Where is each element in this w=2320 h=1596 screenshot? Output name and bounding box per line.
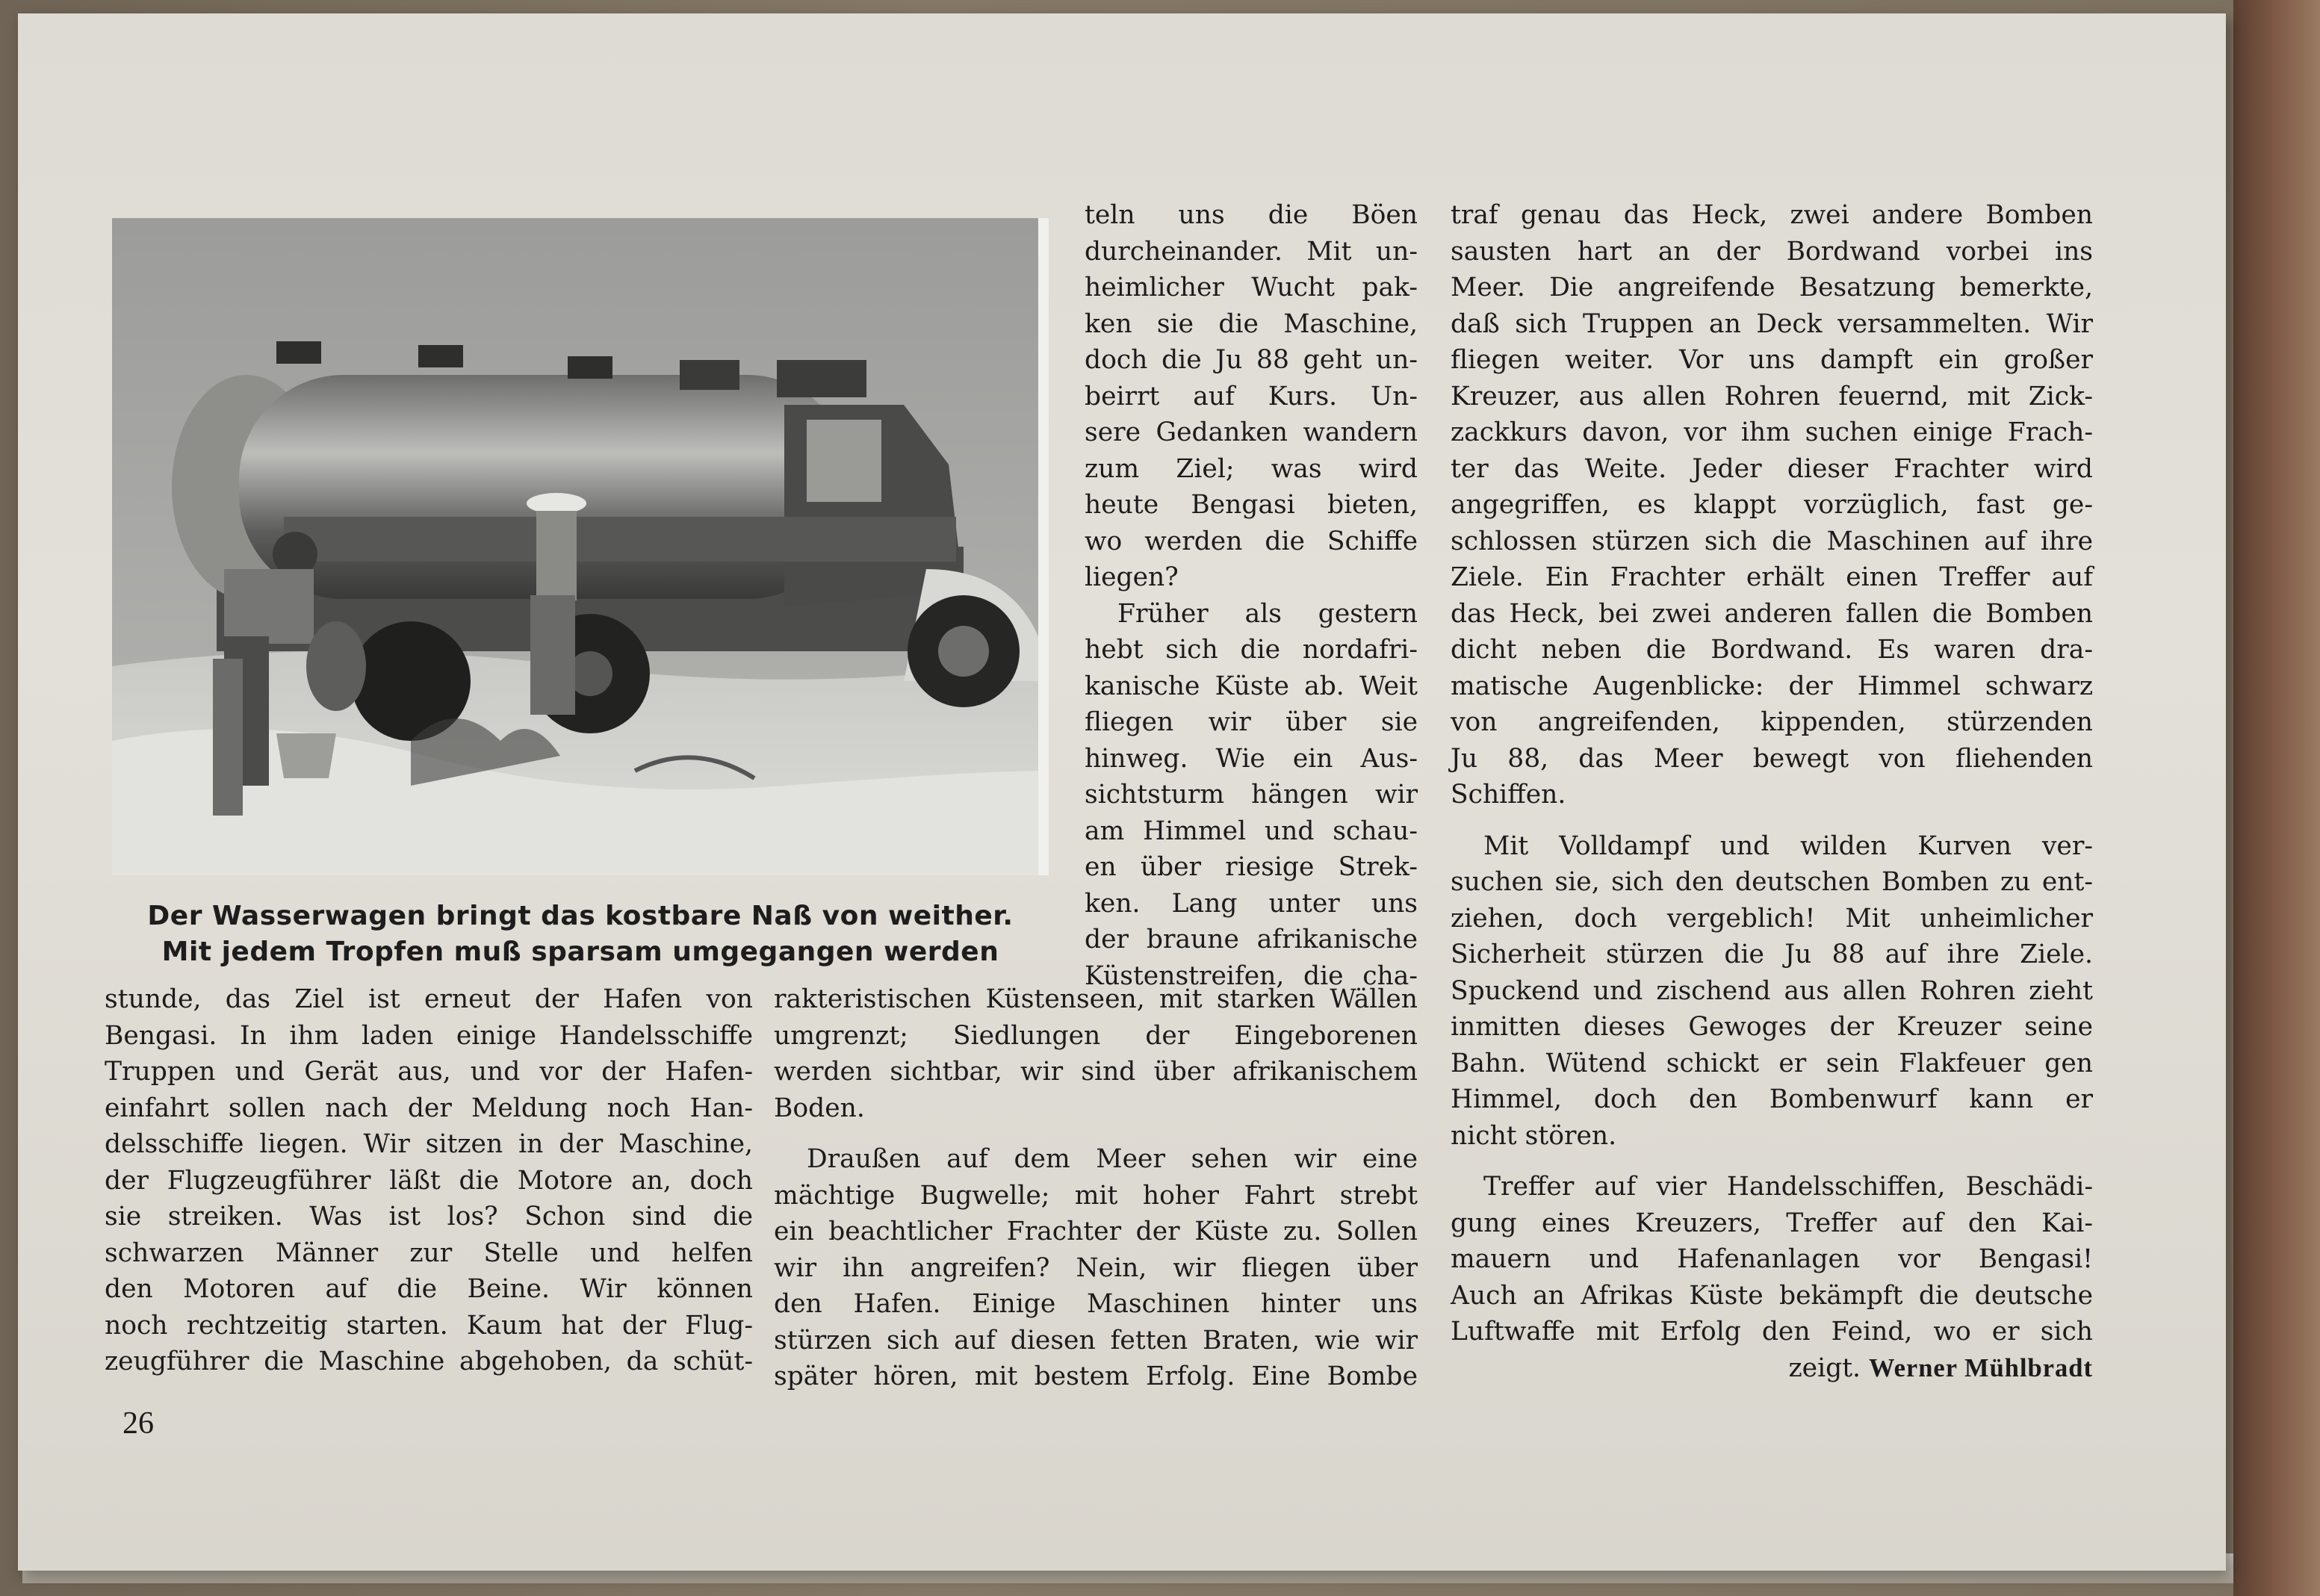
text-line: inmitten dieses Gewoges der Kreuzer seine [1451,1012,2093,1042]
text-line: einfahrt sollen nach der Meldung noch Han- [105,1093,753,1123]
text-line: suchen sie, sich den deutschen Bomben zu ent- [1451,867,2093,897]
column-middle-upper [1085,197,1418,994]
text-line: heute Bengasi bieten, [1085,490,1418,520]
text-line: Bahn. Wütend schickt er sein Flakfeuer gen [1451,1048,2093,1078]
text-line: das Heck, bei zwei anderen fallen die Bomben [1451,598,2093,629]
author-signature: Werner Mühlbradt [1869,1353,2093,1382]
text-line: ken. Lang unter uns [1085,888,1418,919]
text-line: sie streiken. Was ist los? Schon sind die [105,1202,753,1232]
text-line: liegen? [1085,562,1179,592]
text-line: den Hafen. Einige Maschinen hinter uns [774,1289,1418,1319]
text-line: später hören, mit bestem Erfolg. Eine Bombe [774,1361,1418,1391]
text-line: schwarzen Männer zur Stelle und helfen [105,1238,753,1268]
text-line: der Flugzeugführer läßt die Motore an, doch [105,1165,753,1196]
text-line: stürzen sich auf diesen fetten Braten, wie wir [774,1325,1418,1356]
text-line: stunde, das Ziel ist erneut der Hafen von [105,984,753,1014]
text-line: Bengasi. In ihm laden einige Handelsschiffe [105,1020,753,1051]
text-line: hinweg. Wie ein Aus- [1085,743,1418,774]
text-line: heimlicher Wucht pak- [1085,273,1418,302]
page-number: 26 [122,1406,154,1441]
closing-line [1451,1350,2093,1387]
text-line: der braune afrikanische [1085,925,1418,954]
text-line: Auch an Afrikas Küste bekämpft die deutsche [1451,1280,2093,1311]
text-line: Ziele. Ein Frachter erhält einen Treffer auf [1451,562,2093,592]
text-line: Ju 88, das Meer bewegt von fliehenden [1451,743,2093,774]
text-line: Schiffen. [1451,780,1566,810]
text-line: gung eines Kreuzers, Treffer auf den Kai- [1451,1208,2093,1238]
text-line: Spuckend und zischend aus allen Rohren zieht [1451,975,2093,1006]
column-middle-lower [774,981,1418,1395]
text-line: ter das Weite. Jeder dieser Frachter wird [1451,453,2093,484]
text-line: Treffer auf vier Handelsschiffen, Beschädi- [1483,1172,2093,1202]
text-line: Küstenstreifen, die cha- [1085,960,1418,991]
book-spine [2233,0,2320,1596]
text-line: teln uns die Böen [1085,200,1418,230]
closing-word: zeigt. [1788,1353,1861,1383]
text-line: ziehen, doch vergeblich! Mit unheimlicher [1451,903,2093,934]
text-line: sausten hart an der Bordwand vorbei ins [1451,236,2093,267]
text-line: kanische Küste ab. Weit [1085,671,1418,701]
photo-caption-line-1: Der Wasserwagen bringt das kostbare Naß von weither. [147,901,1014,931]
text-line: Meer. Die angreifende Besatzung bemerkte, [1451,273,2093,302]
text-line: Truppen und Gerät aus, und vor der Hafen- [105,1057,753,1087]
text-line: zackkurs davon, vor ihm suchen einige Frach- [1451,417,2093,447]
book-page [18,13,2226,1571]
text-line: sere Gedanken wandern [1085,417,1418,447]
text-line: ken sie die Maschine, [1085,308,1418,339]
water-truck-photo [112,218,1049,875]
text-line: Himmel, doch den Bombenwurf kann er [1451,1084,2093,1114]
text-line: umgrenzt; Siedlungen der Eingeborenen [774,1020,1418,1051]
text-line: wo werden die Schiffe [1085,526,1418,556]
text-line: noch rechtzeitig starten. Kaum hat der Flug- [105,1310,753,1341]
text-line: en über riesige Strek- [1085,852,1418,882]
text-line: mauern und Hafenanlagen vor Bengasi! [1451,1244,2093,1274]
text-line: sichtsturm hängen wir [1085,780,1418,810]
text-line: den Motoren auf die Beine. Wir können [105,1274,753,1304]
water-truck-illustration [112,218,1049,875]
column-left [105,981,753,1380]
text-line: von angreifenden, kippenden, stürzenden [1451,707,2093,737]
column-right [1451,197,2093,1386]
text-line: werden sichtbar, wir sind über afrikanischem [774,1057,1418,1087]
text-line: delsschiffe liegen. Wir sitzen in der Maschine, [105,1129,753,1159]
text-line: dicht neben die Bordwand. Es waren dra- [1451,635,2093,665]
text-line: doch die Ju 88 geht un- [1085,345,1418,375]
text-line: zum Ziel; was wird [1085,453,1418,484]
text-line: nicht stören. [1451,1120,1617,1151]
text-line: Kreuzer, aus allen Rohren feuernd, mit Zick- [1451,381,2093,412]
text-line: Draußen auf dem Meer sehen wir eine [807,1144,1418,1174]
text-line: hebt sich die nordafri- [1085,635,1418,665]
text-line: rakteristischen Küstenseen, mit starken Wällen [774,984,1418,1014]
text-line: traf genau das Heck, zwei andere Bomben [1451,200,2093,230]
text-line: zeugführer die Maschine abgehoben, da schüt- [105,1347,753,1376]
text-line: Sicherheit stürzen die Ju 88 auf ihre Ziele. [1451,940,2093,969]
text-line: Früher als gestern [1117,598,1418,629]
text-line: matische Augenblicke: der Himmel schwarz [1451,671,2093,701]
text-line: wir ihn angreifen? Nein, wir fliegen über [774,1252,1418,1283]
text-line: Luftwaffe mit Erfolg den Feind, wo er sich [1451,1317,2093,1347]
text-line: fliegen weiter. Vor uns dampft ein großer [1451,345,2093,375]
text-line: daß sich Truppen an Deck versammelten. Wir [1451,308,2093,339]
text-line: angegriffen, es klappt vorzüglich, fast ge- [1451,490,2093,520]
text-line: schlossen stürzen sich die Maschinen auf ihre [1451,526,2093,556]
text-line: fliegen wir über sie [1085,707,1418,737]
text-line: ein beachtlicher Frachter der Küste zu. Sollen [774,1217,1418,1246]
text-line: Boden. [774,1093,865,1123]
photo-caption-line-2: Mit jedem Tropfen muß sparsam umgegangen werden [161,937,999,967]
text-line: mächtige Bugwelle; mit hoher Fahrt strebt [774,1180,1418,1211]
text-line: beirrt auf Kurs. Un- [1085,381,1418,412]
text-line: am Himmel und schau- [1085,816,1418,846]
text-line: Mit Volldampf und wilden Kurven ver- [1483,830,2093,861]
text-line: durcheinander. Mit un- [1085,236,1418,267]
